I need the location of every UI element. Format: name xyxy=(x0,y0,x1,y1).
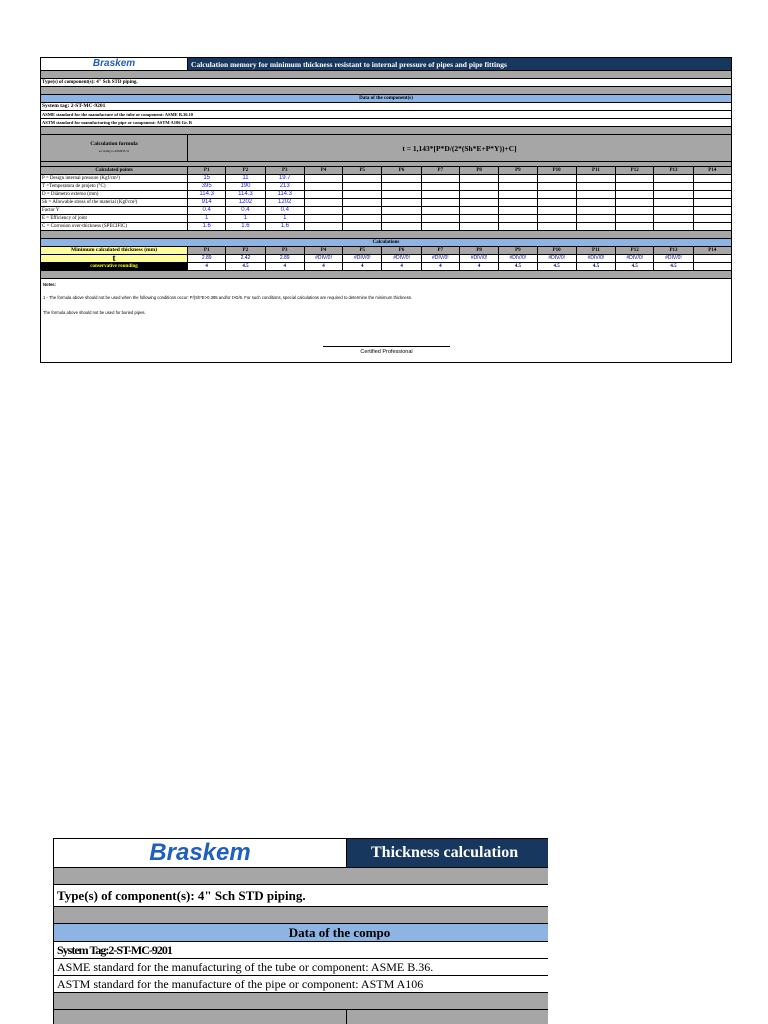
point-column-header: P2 xyxy=(226,167,265,175)
parameter-value xyxy=(654,223,693,231)
notes-area xyxy=(40,279,732,363)
parameter-value xyxy=(459,207,498,215)
spacer-row xyxy=(41,87,732,95)
parameter-label: D = Diâmetro externo (mm) xyxy=(41,191,188,199)
zoom-system-tag: System Tag:2-ST-MC-9201 xyxy=(54,942,549,959)
parameter-value xyxy=(616,215,654,223)
parameter-value xyxy=(343,199,382,207)
spacer-row xyxy=(41,271,732,279)
point-column-header: P8 xyxy=(459,167,498,175)
point-column-header: P13 xyxy=(654,167,693,175)
parameter-value xyxy=(499,199,537,207)
parameter-value xyxy=(304,191,342,199)
parameter-value xyxy=(343,175,382,183)
zoom-spacer xyxy=(54,868,549,885)
thickness-value: #DIV/0! xyxy=(459,255,498,263)
note-1: 1 - The formula above should not be used when the following conditions occur: P/(Sh*E>0.385 and/or t>D/6. For such conditions, special calculations are required to determine the minimum thickness. xyxy=(43,295,413,300)
parameter-value xyxy=(654,207,693,215)
calc-column-header: P12 xyxy=(616,247,654,255)
parameter-value xyxy=(421,191,459,199)
parameter-value xyxy=(499,175,537,183)
zoom-formula-cell xyxy=(347,1010,549,1024)
parameter-value: 0.4 xyxy=(188,207,226,215)
parameter-value xyxy=(693,223,731,231)
parameter-value xyxy=(654,183,693,191)
rounded-value: 4 xyxy=(343,263,382,271)
zoom-formula-label-cell xyxy=(54,1010,347,1024)
calc-column-header: P3 xyxy=(265,247,304,255)
notes-title: Notes: xyxy=(43,282,57,287)
parameter-value xyxy=(616,223,654,231)
parameter-value xyxy=(537,207,576,215)
parameter-value xyxy=(693,215,731,223)
parameter-value: 19.7 xyxy=(265,175,304,183)
point-column-header: P11 xyxy=(576,167,615,175)
calculations-heading: Calculations xyxy=(41,239,732,247)
parameter-value: 1 xyxy=(265,215,304,223)
parameter-value xyxy=(459,223,498,231)
thickness-value xyxy=(693,255,731,263)
t-label: t xyxy=(41,255,188,263)
parameter-value xyxy=(382,223,421,231)
thickness-value: #DIV/0! xyxy=(537,255,576,263)
calc-column-header: P11 xyxy=(576,247,615,255)
parameter-value xyxy=(382,207,421,215)
braskem-logo: Braskem xyxy=(41,58,188,71)
thickness-value: #DIV/0! xyxy=(616,255,654,263)
point-column-header: P10 xyxy=(537,167,576,175)
parameter-value xyxy=(304,199,342,207)
parameter-value: 1202 xyxy=(265,199,304,207)
parameter-value xyxy=(499,183,537,191)
parameter-value xyxy=(537,199,576,207)
rounded-value: 4 xyxy=(265,263,304,271)
point-column-header: P6 xyxy=(382,167,421,175)
parameter-value xyxy=(499,215,537,223)
note-2: The formula above should not be used for buried pipes. xyxy=(43,310,146,315)
thickness-value: #DIV/0! xyxy=(499,255,537,263)
signature-label: Certified Professional xyxy=(360,349,413,355)
zoom-spacer xyxy=(54,993,549,1010)
system-tag: System tag: 2-ST-MC-9201 xyxy=(41,103,732,111)
calc-column-header: P1 xyxy=(188,247,226,255)
zoom-spacer xyxy=(54,907,549,924)
rounded-value: 4 xyxy=(188,263,226,271)
parameter-value: 395 xyxy=(188,183,226,191)
parameter-value: 1 xyxy=(226,215,265,223)
thickness-value: #DIV/0! xyxy=(304,255,342,263)
parameter-value xyxy=(616,199,654,207)
parameter-value: 11 xyxy=(226,175,265,183)
rounded-value: 4.5 xyxy=(654,263,693,271)
parameter-value: 1 xyxy=(188,215,226,223)
parameter-value xyxy=(654,215,693,223)
parameter-value xyxy=(421,175,459,183)
parameter-value xyxy=(343,215,382,223)
parameter-value xyxy=(382,191,421,199)
parameter-value: 1.6 xyxy=(226,223,265,231)
parameter-value xyxy=(576,183,615,191)
parameter-value xyxy=(382,175,421,183)
thickness-value: 2.89 xyxy=(188,255,226,263)
zoom-braskem-logo: Braskem xyxy=(54,839,347,868)
point-column-header: P5 xyxy=(343,167,382,175)
parameter-value xyxy=(304,223,342,231)
parameter-value: 15 xyxy=(188,175,226,183)
signature-line xyxy=(323,346,450,347)
parameter-value xyxy=(654,175,693,183)
thickness-value: 2.42 xyxy=(226,255,265,263)
zoom-table xyxy=(53,838,548,1024)
calc-column-header: P10 xyxy=(537,247,576,255)
parameter-value xyxy=(421,223,459,231)
calc-column-header: P8 xyxy=(459,247,498,255)
calc-column-header: P5 xyxy=(343,247,382,255)
parameter-label: P = Design internal pressure (Kgf/cm²) xyxy=(41,175,188,183)
thickness-value: #DIV/0! xyxy=(343,255,382,263)
parameter-value xyxy=(304,215,342,223)
parameter-label: T =Temperatura de projeto (°C) xyxy=(41,183,188,191)
parameter-value xyxy=(693,191,731,199)
zoom-component-type: Type(s) of component(s): 4" Sch STD piping. xyxy=(54,885,549,907)
parameter-value xyxy=(382,183,421,191)
rounded-value xyxy=(693,263,731,271)
parameter-label: Sh = Allowable stress of the material (Kgf/cm²) xyxy=(41,199,188,207)
calc-column-header: P13 xyxy=(654,247,693,255)
parameter-value xyxy=(654,199,693,207)
parameter-value xyxy=(304,183,342,191)
parameter-value xyxy=(576,207,615,215)
point-column-header: P12 xyxy=(616,167,654,175)
parameter-value: 914 xyxy=(188,199,226,207)
calc-column-header: P14 xyxy=(693,247,731,255)
parameter-value xyxy=(693,207,731,215)
rounded-value: 4 xyxy=(382,263,421,271)
parameter-value xyxy=(693,175,731,183)
parameter-value: 114.3 xyxy=(265,191,304,199)
parameter-value xyxy=(537,215,576,223)
parameter-value xyxy=(459,199,498,207)
point-column-header: P9 xyxy=(499,167,537,175)
parameter-label: E = Efficiency of joint xyxy=(41,215,188,223)
parameter-value xyxy=(576,223,615,231)
zoom-asme: ASME standard for the manufacturing of the tube or component: ASME B.36. xyxy=(54,959,549,976)
parameter-value xyxy=(343,207,382,215)
thickness-value: 2.89 xyxy=(265,255,304,263)
parameter-value xyxy=(459,183,498,191)
calc-column-header: P7 xyxy=(421,247,459,255)
parameter-value xyxy=(576,215,615,223)
parameter-value xyxy=(421,207,459,215)
parameter-value xyxy=(343,223,382,231)
rounding-label: conservative rounding xyxy=(41,263,188,271)
thickness-value: #DIV/0! xyxy=(576,255,615,263)
rounded-value: 4.5 xyxy=(226,263,265,271)
parameter-value xyxy=(421,199,459,207)
rounded-value: 4.5 xyxy=(616,263,654,271)
parameter-value xyxy=(304,207,342,215)
parameter-value xyxy=(499,207,537,215)
zoom-astm: ASTM standard for the manufacture of the pipe or component: ASTM A106 xyxy=(54,976,549,993)
points-header-label: Calculated points xyxy=(41,167,188,175)
parameter-value: 1.6 xyxy=(265,223,304,231)
formula-expression: t = 1,143*[P*D/(2*(Sh*E+P*Y))+C] xyxy=(188,135,732,162)
parameter-label: C = Corrosion over-thickness (SPECIFIC) xyxy=(41,223,188,231)
parameter-value xyxy=(459,191,498,199)
parameter-value xyxy=(421,183,459,191)
parameter-value xyxy=(576,175,615,183)
parameter-value xyxy=(576,199,615,207)
calc-column-header: P6 xyxy=(382,247,421,255)
parameter-value xyxy=(616,183,654,191)
parameter-value: 190 xyxy=(226,183,265,191)
rounded-value: 4.5 xyxy=(499,263,537,271)
sheet-table xyxy=(40,57,732,279)
sheet-title: Calculation memory for minimum thickness resistant to internal pressure of pipes and pipe fittings xyxy=(188,58,732,71)
parameter-value xyxy=(693,199,731,207)
parameter-value: 1.6 xyxy=(188,223,226,231)
spacer-row xyxy=(41,127,732,135)
parameter-value xyxy=(537,191,576,199)
parameter-value xyxy=(654,191,693,199)
parameter-value xyxy=(304,175,342,183)
parameter-value xyxy=(616,191,654,199)
data-section-heading: Data of the component(s) xyxy=(41,95,732,103)
parameter-value xyxy=(343,183,382,191)
parameter-value: 114.3 xyxy=(226,191,265,199)
parameter-value xyxy=(616,207,654,215)
parameter-value xyxy=(459,215,498,223)
rounded-value: 4.5 xyxy=(537,263,576,271)
parameter-value xyxy=(343,191,382,199)
parameter-value xyxy=(499,223,537,231)
point-column-header: P1 xyxy=(188,167,226,175)
zoom-title: Thickness calculation xyxy=(347,839,549,868)
parameter-value xyxy=(382,199,421,207)
parameter-value xyxy=(616,175,654,183)
parameter-value xyxy=(693,183,731,191)
calc-column-header: P4 xyxy=(304,247,342,255)
astm-standard: ASTM standard for manufacturing the pipe or component: ASTM A106 Gr. B xyxy=(41,119,732,127)
parameter-value: 114.3 xyxy=(188,191,226,199)
spacer-row xyxy=(41,231,732,239)
component-type: Type(s) of component(s): 4" Sch STD piping. xyxy=(41,79,732,87)
point-column-header: P7 xyxy=(421,167,459,175)
asme-standard: ASME standard for the manufacture of the tube or component: ASME B.36.10 xyxy=(41,111,732,119)
parameter-value xyxy=(537,175,576,183)
point-column-header: P4 xyxy=(304,167,342,175)
spacer-row xyxy=(41,71,732,79)
min-thickness-label: Minimum calculated thickness (mm) xyxy=(41,247,188,255)
formula-label: Calculation formula according to ASME B.31 xyxy=(41,135,188,162)
parameter-value xyxy=(537,223,576,231)
zoom-data-heading: Data of the compo xyxy=(54,924,549,942)
point-column-header: P14 xyxy=(693,167,731,175)
parameter-value xyxy=(499,191,537,199)
thickness-value: #DIV/0! xyxy=(382,255,421,263)
parameter-value xyxy=(421,215,459,223)
parameter-value xyxy=(459,175,498,183)
rounded-value: 4 xyxy=(459,263,498,271)
parameter-value xyxy=(382,215,421,223)
parameter-label: Factor Y xyxy=(41,207,188,215)
calc-column-header: P9 xyxy=(499,247,537,255)
calculation-sheet xyxy=(40,57,732,363)
parameter-value: 0.4 xyxy=(265,207,304,215)
thickness-value: #DIV/0! xyxy=(421,255,459,263)
thickness-value: #DIV/0! xyxy=(654,255,693,263)
parameter-value: 213 xyxy=(265,183,304,191)
parameter-value: 1202 xyxy=(226,199,265,207)
zoomed-crop xyxy=(53,838,548,1024)
parameter-value: 0.4 xyxy=(226,207,265,215)
parameter-value xyxy=(576,191,615,199)
rounded-value: 4 xyxy=(421,263,459,271)
calc-column-header: P2 xyxy=(226,247,265,255)
rounded-value: 4 xyxy=(304,263,342,271)
rounded-value: 4.5 xyxy=(576,263,615,271)
point-column-header: P3 xyxy=(265,167,304,175)
parameter-value xyxy=(537,183,576,191)
